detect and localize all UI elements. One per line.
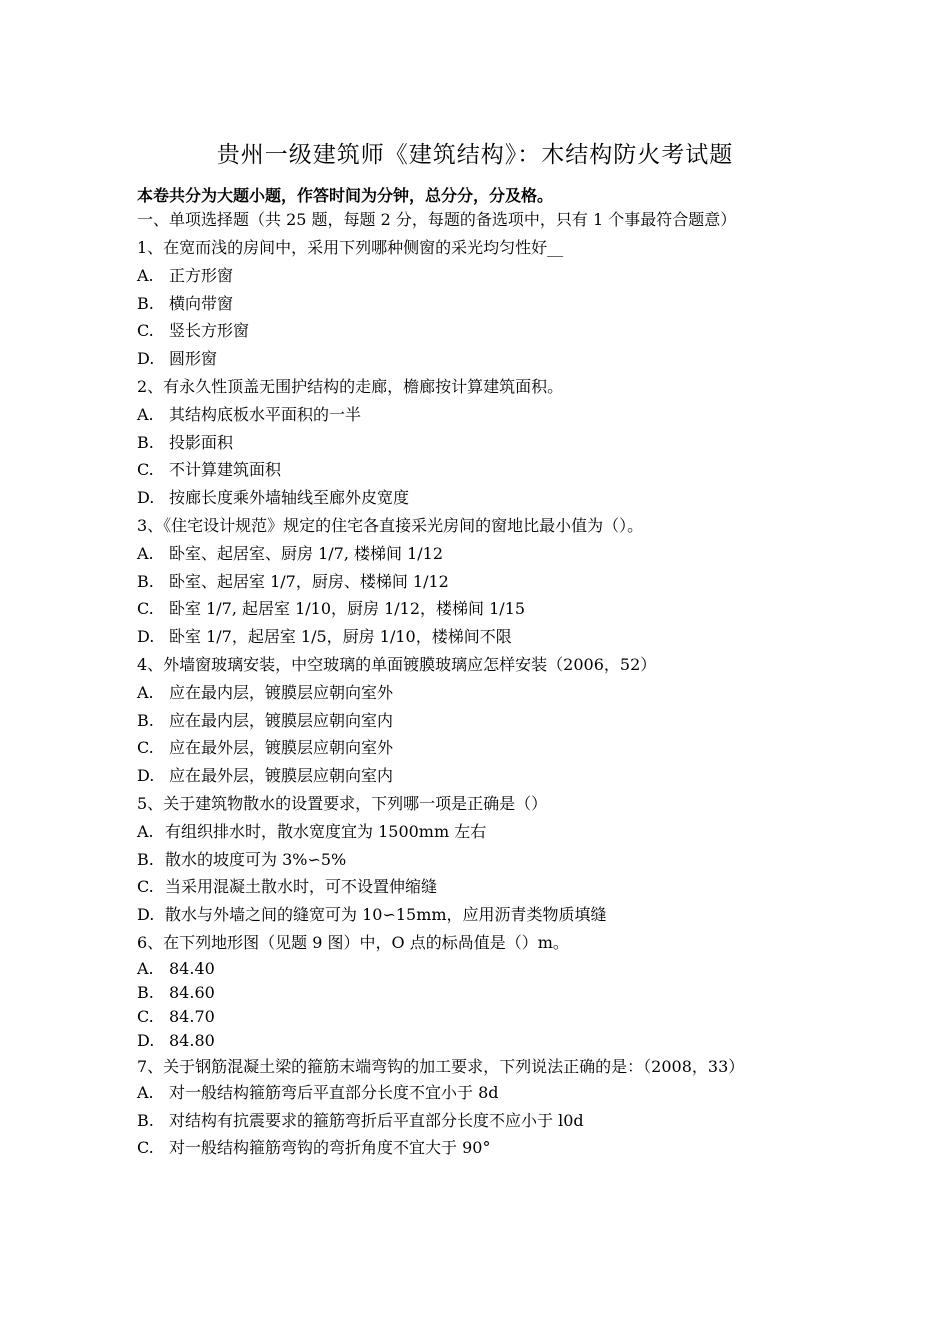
option-text: 应在最内层，镀膜层应朝向室内	[169, 710, 394, 730]
option-b	[137, 981, 817, 1005]
option-c	[137, 873, 817, 901]
option-d	[137, 1029, 817, 1053]
option-text: 84.60	[169, 982, 215, 1002]
question-stem: 5、关于建筑物散水的设置要求，下列哪一项是正确是（）	[137, 793, 548, 813]
option-letter: D.	[137, 627, 155, 647]
option-d	[137, 345, 817, 373]
option-text: 卧室、起居室 1/7，厨房、楼梯间 1/12	[169, 571, 449, 591]
option-b	[137, 707, 817, 735]
option-letter: B.	[137, 849, 154, 869]
option-b	[137, 568, 817, 596]
question-stem: 6、在下列地形图（见题 9 图）中，O 点的标咼值是（）m。	[137, 932, 569, 952]
option-letter: C.	[137, 460, 154, 480]
option-c	[137, 734, 817, 762]
option-c	[137, 1005, 817, 1029]
option-text: 应在最外层，镀膜层应朝向室内	[169, 766, 394, 786]
option-letter: C.	[137, 1006, 154, 1026]
option-text: 横向带窗	[169, 293, 234, 313]
option-letter: C.	[137, 738, 154, 758]
option-text: 圆形窗	[169, 349, 218, 369]
question-stem: 1、在宽而浅的房间中，采用下列哪种侧窗的采光均匀性好__	[137, 238, 564, 257]
question-stem: 2、有永久性顶盖无围护结构的走廊，檐廊按计算建筑面积。	[137, 376, 564, 396]
option-letter: C.	[137, 321, 154, 341]
option-text: 正方形窗	[169, 265, 234, 285]
option-b	[137, 290, 817, 318]
option-text: 84.80	[169, 1030, 215, 1050]
option-text: 散水与外墙之间的缝宽可为 10∽15mm，应用沥青类物质填缝	[165, 905, 607, 925]
option-letter: A.	[137, 265, 154, 285]
option-letter: D.	[137, 349, 155, 369]
option-text: 当采用混凝土散水时，可不设置伸缩缝	[165, 877, 438, 897]
option-c	[137, 456, 817, 484]
question-6	[137, 929, 817, 1053]
option-letter: B.	[137, 571, 154, 591]
option-letter: B.	[137, 293, 154, 313]
option-letter: B.	[137, 710, 154, 730]
option-c	[137, 1134, 817, 1162]
option-letter: D.	[137, 488, 155, 508]
option-a	[137, 540, 817, 568]
option-a	[137, 262, 817, 290]
option-text: 投影面积	[169, 432, 234, 452]
option-letter: B.	[137, 1110, 154, 1130]
option-text: 应在最内层，镀膜层应朝向室外	[169, 682, 394, 702]
option-letter: A.	[137, 682, 154, 702]
option-d	[137, 762, 817, 790]
option-text: 对一般结构箍筋弯后平直部分长度不宜小于 8d	[169, 1082, 499, 1102]
option-a	[137, 679, 817, 707]
question-stem: 7、关于钢筋混凝土梁的箍筋末端弯钩的加工要求，下列说法正确的是：（2008，33）	[137, 1056, 745, 1076]
option-text: 其结构底板水平面积的一半	[169, 404, 362, 424]
option-d	[137, 623, 817, 651]
option-text: 不计算建筑面积	[169, 460, 282, 480]
option-d	[137, 901, 817, 929]
option-letter: C.	[137, 877, 154, 897]
option-text: 应在最外层，镀膜层应朝向室外	[169, 738, 394, 758]
option-b	[137, 1107, 817, 1135]
option-text: 卧室 1/7, 起居室 1/10，厨房 1/12，楼梯间 1/15	[169, 599, 526, 619]
question-1	[137, 234, 817, 373]
option-letter: B.	[137, 432, 154, 452]
option-text: 84.70	[169, 1006, 215, 1026]
option-text: 对一般结构箍筋弯钩的弯折角度不宜大于 90°	[169, 1138, 491, 1158]
option-text: 卧室、起居室、厨房 1/7, 楼梯间 1/12	[169, 543, 444, 563]
option-c	[137, 317, 817, 345]
option-letter: D.	[137, 1030, 155, 1050]
option-a	[137, 818, 817, 846]
question-7	[137, 1055, 817, 1162]
option-letter: A.	[137, 821, 154, 841]
option-letter: A.	[137, 958, 154, 978]
option-text: 卧室 1/7，起居室 1/5，厨房 1/10，楼梯间不限	[169, 627, 512, 647]
option-text: 对结构有抗震要求的箍筋弯折后平直部分长度不应小于 l0d	[169, 1110, 584, 1130]
option-d	[137, 484, 817, 512]
option-letter: A.	[137, 1082, 154, 1102]
option-a	[137, 401, 817, 429]
option-text: 按廊长度乘外墙轴线至廊外皮宽度	[169, 488, 410, 508]
option-text: 散水的坡度可为 3%∽5%	[165, 849, 347, 869]
exam-intro: 本卷共分为大题小题，作答时间为分钟，总分分，分及格。	[137, 186, 554, 205]
option-c	[137, 595, 817, 623]
option-text: 84.40	[169, 958, 215, 978]
question-stem: 4、外墙窗玻璃安装，中空玻璃的单面镀膜玻璃应怎样安装（2006，52）	[137, 654, 657, 674]
option-b	[137, 429, 817, 457]
option-a	[137, 1079, 817, 1107]
option-text: 竖长方形窗	[169, 321, 250, 341]
option-letter: A.	[137, 404, 154, 424]
option-letter: D.	[137, 766, 155, 786]
question-2	[137, 373, 817, 512]
option-b	[137, 846, 817, 874]
document-title: 贵州一级建筑师《建筑结构》：木结构防火考试题	[216, 142, 734, 168]
section-heading: 一、单项选择题（共 25 题，每题 2 分，每题的备选项中，只有 1 个事最符合题意）	[137, 210, 737, 229]
question-4	[137, 651, 817, 790]
option-letter: B.	[137, 982, 154, 1002]
question-stem: 3、《住宅设计规范》规定的住宅各直接采光房间的窗地比最小值为（）。	[137, 515, 644, 535]
question-5	[137, 790, 817, 929]
option-text: 有组织排水时，散水宽度宜为 1500mm 左右	[165, 821, 487, 841]
document-body	[137, 184, 817, 1162]
option-letter: C.	[137, 599, 154, 619]
option-letter: D.	[137, 905, 155, 925]
option-a	[137, 957, 817, 981]
option-letter: C.	[137, 1138, 154, 1158]
option-letter: A.	[137, 543, 154, 563]
question-3	[137, 512, 817, 651]
